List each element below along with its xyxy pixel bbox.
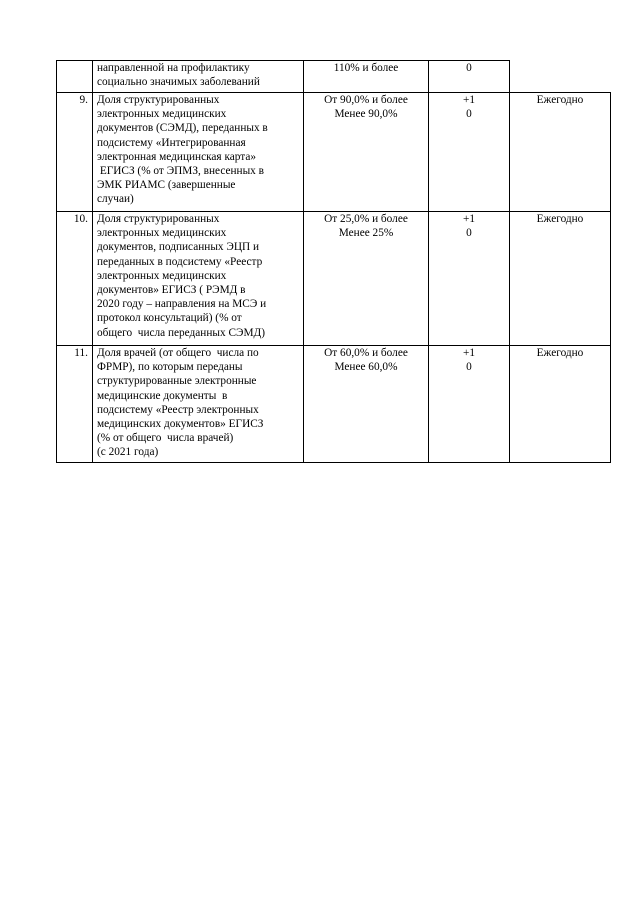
indicator-name-cell: Доля структурированных электронных медицинских документов, подписанных ЭЦП и переданных в подсистему «Реестр электронных медицинских документов» ЕГИСЗ ( РЭМД в 2020 году – направления на МСЭ и протокол консультаций) (% от общего числа переданных СЭМД) xyxy=(93,212,304,346)
score-cell: +1 0 xyxy=(429,93,510,212)
row-number-cell: 11. xyxy=(57,346,93,463)
periodicity-cell: Ежегодно xyxy=(510,212,611,346)
indicator-name-cell: Доля врачей (от общего числа по ФРМР), по которым переданы структурированные электронные медицинские документы в подсистему «Реестр электронных медицинских документов» ЕГИСЗ (% от общего числа врачей) (с 2021 года) xyxy=(93,346,304,463)
criteria-cell: 110% и более xyxy=(304,61,429,93)
table-row xyxy=(57,61,611,93)
row-number-cell: 10. xyxy=(57,212,93,346)
periodicity-cell: Ежегодно xyxy=(510,346,611,463)
score-cell: 0 xyxy=(429,61,510,93)
table-row xyxy=(57,212,611,346)
row-number-cell xyxy=(57,61,93,93)
score-cell: +1 0 xyxy=(429,212,510,346)
periodicity-cell: Ежегодно xyxy=(510,93,611,212)
row-number-cell: 9. xyxy=(57,93,93,212)
indicator-name-cell: направленной на профилактику социально значимых заболеваний xyxy=(93,61,304,93)
score-cell: +1 0 xyxy=(429,346,510,463)
table-row xyxy=(57,346,611,463)
criteria-cell: От 90,0% и более Менее 90,0% xyxy=(304,93,429,212)
criteria-cell: От 25,0% и более Менее 25% xyxy=(304,212,429,346)
indicators-table xyxy=(56,60,611,463)
periodicity-cell xyxy=(510,61,611,93)
table-row xyxy=(57,93,611,212)
indicator-name-cell: Доля структурированных электронных медицинских документов (СЭМД), переданных в подсистему «Интегрированная электронная медицинская карта» ЕГИСЗ (% от ЭПМЗ, внесенных в ЭМК РИАМС (завершенные случаи) xyxy=(93,93,304,212)
criteria-cell: От 60,0% и более Менее 60,0% xyxy=(304,346,429,463)
